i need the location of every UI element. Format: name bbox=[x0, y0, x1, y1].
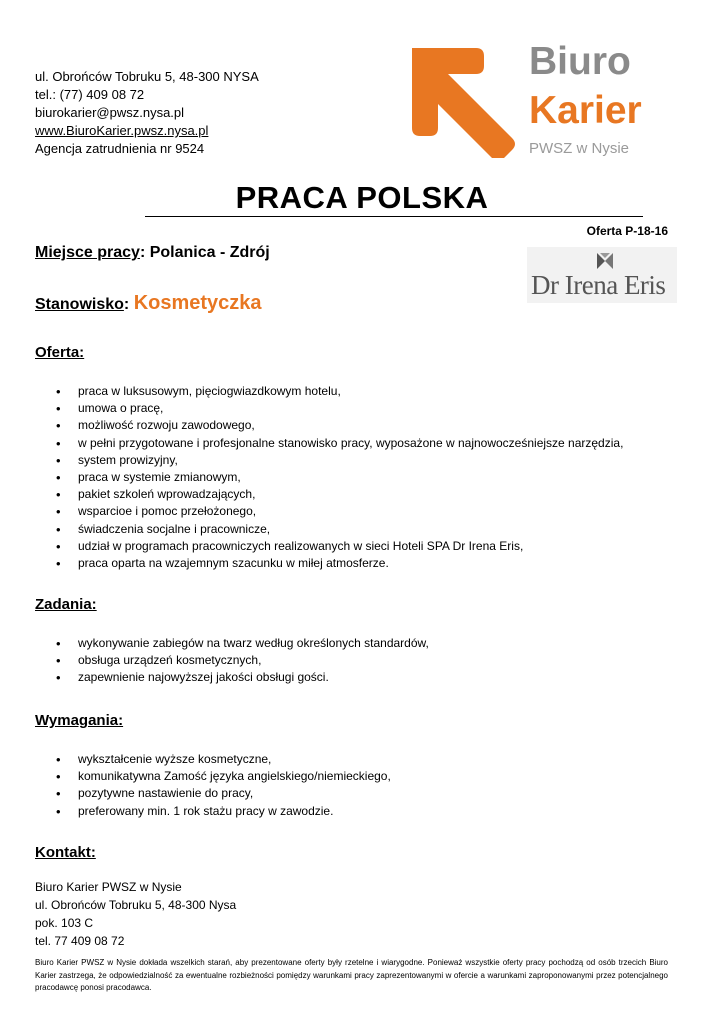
page-title: PRACA POLSKA bbox=[235, 180, 489, 215]
disclaimer-text: Biuro Karier PWSZ w Nysie dokłada wszelkich starań, aby prezentowane oferty były rzetelne i wiarygodne. Ponieważ wszystkie oferty pracy pochodzą od osób trzecich Biuro Karier zastrzega, że odpowiedzialność za ewentualne rozbieżności pomiędzy warunkami pracy zaprezentowanymi w ofercie a warunkami zaproponowanymi przez potencjalnego pracodawcę ponosi pracodawca. bbox=[35, 958, 668, 992]
contact-block bbox=[35, 878, 236, 950]
offer-number: Oferta P-18-16 bbox=[586, 224, 668, 238]
tasks-list bbox=[56, 635, 429, 687]
arrow-logo-icon bbox=[404, 42, 522, 158]
header-phone: tel.: (77) 409 08 72 bbox=[35, 87, 145, 102]
list-item: • pozytywne nastawienie do pracy, bbox=[56, 785, 391, 802]
header-website-link[interactable]: www.BiuroKarier.pwsz.nysa.pl bbox=[35, 123, 209, 138]
offer-heading: Oferta: bbox=[35, 344, 85, 361]
logo-text-biuro: Biuro bbox=[529, 40, 631, 83]
logo-text-pwsz: PWSZ w Nysie bbox=[529, 140, 630, 157]
header-agency: Agencja zatrudnienia nr 9524 bbox=[35, 141, 205, 156]
list-item: • praca w luksusowym, pięciogwiazdkowym hotelu, bbox=[56, 383, 623, 400]
list-item: • praca w systemie zmianowym, bbox=[56, 469, 623, 486]
list-item: • obsługa urządzeń kosmetycznych, bbox=[56, 652, 429, 669]
list-item: • komunikatywna Zamość języka angielskiego/niemieckiego, bbox=[56, 768, 391, 785]
list-item: • wsparcioe i pomoc przełożonego, bbox=[56, 503, 623, 520]
position-row: Stanowisko: Kosmetyczka bbox=[35, 292, 262, 314]
contact-line: Biuro Karier PWSZ w Nysie bbox=[35, 880, 182, 894]
list-item: • udział w programach pracowniczych realizowanych w sieci Hoteli SPA Dr Irena Eris, bbox=[56, 538, 623, 555]
list-item: • preferowany min. 1 rok stażu pracy w zawodzie. bbox=[56, 803, 391, 820]
requirements-list bbox=[56, 751, 391, 820]
requirements-heading: Wymagania: bbox=[35, 712, 124, 729]
position-label: Stanowisko bbox=[35, 296, 124, 313]
list-item: • w pełni przygotowane i profesjonalne stanowisko pracy, wyposażone w najnowocześniejsze narzędzia, bbox=[56, 435, 623, 452]
offer-list bbox=[56, 383, 623, 572]
position-value: Kosmetyczka bbox=[133, 292, 262, 314]
list-item: • wykształcenie wyższe kosmetyczne, bbox=[56, 751, 391, 768]
list-item: • praca oparta na wzajemnym szacunku w miłej atmosferze. bbox=[56, 555, 623, 572]
title-divider bbox=[145, 216, 643, 217]
list-item: • świadczenia socjalne i pracownicze, bbox=[56, 521, 623, 538]
list-item: • system prowizyjny, bbox=[56, 452, 623, 469]
list-item: • pakiet szkoleń wprowadzających, bbox=[56, 486, 623, 503]
list-item: • wykonywanie zabiegów na twarz według określonych standardów, bbox=[56, 635, 429, 652]
employer-emblem-icon bbox=[594, 250, 616, 272]
contact-line: tel. 77 409 08 72 bbox=[35, 934, 125, 948]
contact-heading: Kontakt: bbox=[35, 844, 96, 861]
workplace-label: Miejsce pracy bbox=[35, 244, 140, 261]
employer-logo-text: Dr Irena Eris bbox=[531, 270, 666, 300]
contact-line: ul. Obrońców Tobruku 5, 48-300 Nysa bbox=[35, 898, 237, 912]
list-item: • zapewnienie najowyższej jakości obsługi gości. bbox=[56, 669, 429, 686]
header-email[interactable]: biurokarier@pwsz.nysa.pl bbox=[35, 105, 185, 120]
workplace-value: : Polanica - Zdrój bbox=[139, 244, 270, 261]
list-item: • możliwość rozwoju zawodowego, bbox=[56, 417, 623, 434]
logo-text-karier: Karier bbox=[529, 89, 642, 132]
workplace-row bbox=[35, 244, 270, 262]
header-address: ul. Obrońców Tobruku 5, 48-300 NYSA bbox=[35, 69, 259, 84]
contact-line: pok. 103 C bbox=[35, 916, 94, 930]
tasks-heading: Zadania: bbox=[35, 596, 97, 613]
list-item: • umowa o pracę, bbox=[56, 400, 623, 417]
